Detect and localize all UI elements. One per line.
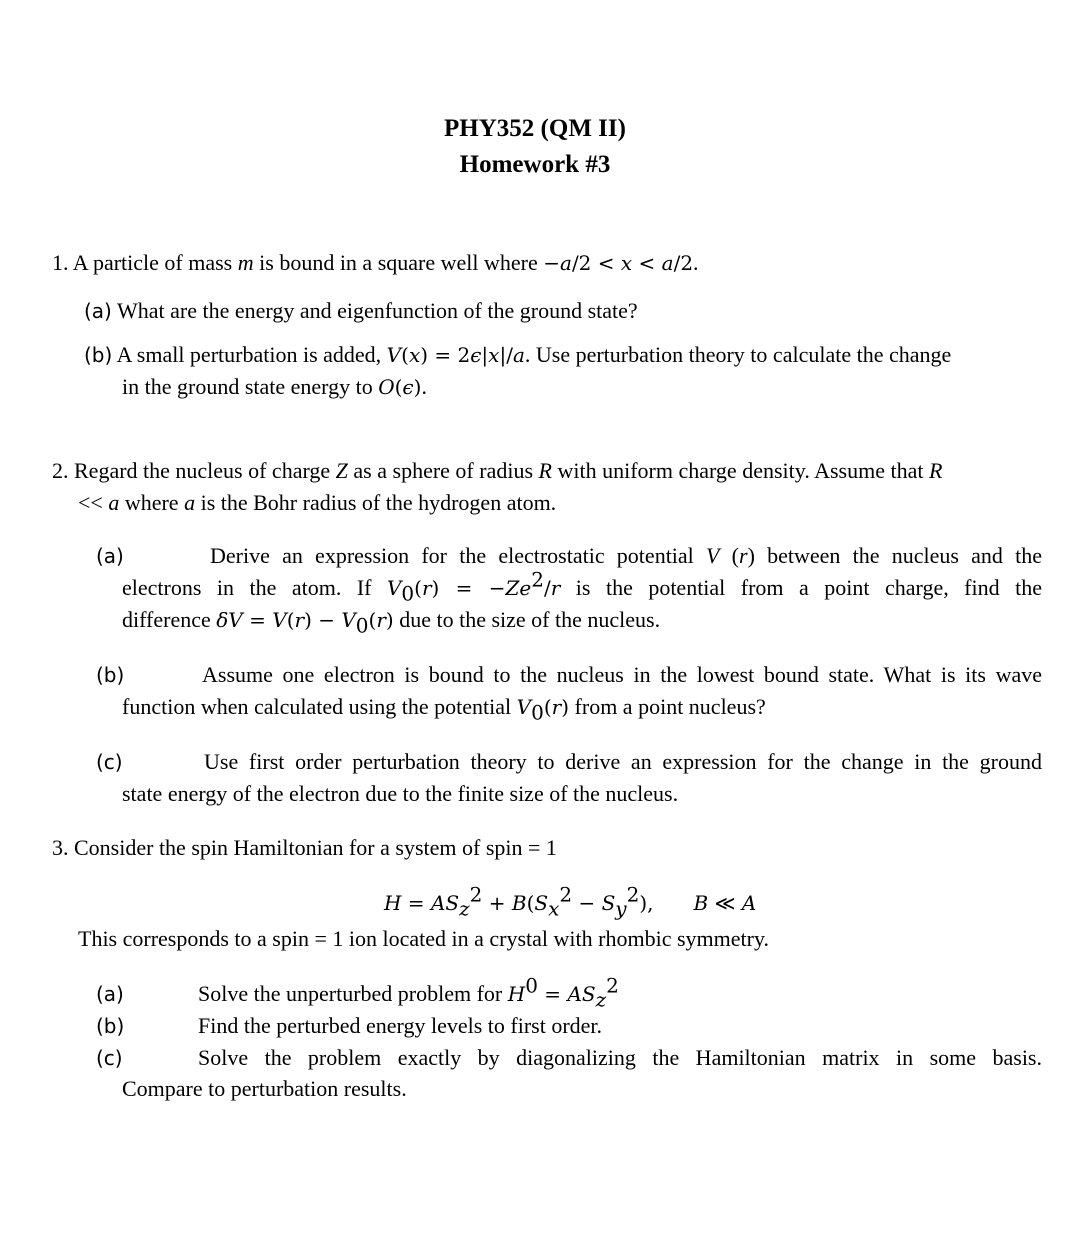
problem-2-part-b-label: (b) — [96, 663, 125, 687]
problem-1-part-b-line2: in the ground state energy to O(ϵ). — [122, 374, 427, 399]
problem-3-part-b-label: (b) — [96, 1014, 125, 1038]
problem-3-after: This corresponds to a spin = 1 ion located in a crystal with rhombic symmetry. — [78, 926, 770, 951]
problem-2-part-a-label: (a) — [96, 544, 124, 568]
problem-3-part-a-text: Solve the unperturbed problem for $H^0 = AS_z^2$ — [198, 973, 619, 1012]
problem-2-part-c-line1: Use first order perturbation theory to derive an expression for the change in the ground — [204, 749, 1042, 774]
problem-2-part-a-line1: Derive an expression for the electrostatic potential V (r) between the nucleus and the — [210, 543, 1043, 568]
problem-3-part-b-text: Find the perturbed energy levels to first order. — [198, 1013, 603, 1038]
problem-2-part-c-label: (c) — [96, 750, 123, 774]
problem-3-statement: 3. Consider the spin Hamiltonian for a system of spin = 1 — [52, 835, 557, 860]
problem-2-part-b-line2: function when calculated using the potential $V_0(r)$ from a point nucleus? — [122, 694, 766, 725]
problem-3-part-a-label: (a) — [96, 982, 124, 1006]
problem-1-statement: 1. A particle of mass m is bound in a square well where −a/2 < x < a/2. — [52, 250, 699, 275]
problem-1-part-a: (a) What are the energy and eigenfunction of the ground state? — [84, 298, 638, 323]
problem-2-part-c-line2: state energy of the electron due to the finite size of the nucleus. — [122, 781, 679, 806]
problem-2-part-a-line2: electrons in the atom. If $V_0(r) = -Ze^2/r$ is the potential from a point charge, find the — [122, 567, 1042, 606]
problem-1-part-b: (b) A small perturbation is added, V(x) = 2ϵ|x|/a. Use perturbation theory to calculate the change — [84, 342, 952, 367]
problem-3-part-c-line1: Solve the problem exactly by diagonalizing the Hamiltonian matrix in some basis. — [198, 1045, 1042, 1070]
problem-3-part-c-line2: Compare to perturbation results. — [122, 1076, 407, 1101]
assignment-title: Homework #3 — [459, 151, 611, 178]
course-title: PHY352 (QM II) — [444, 115, 626, 142]
problem-2-statement: 2. Regard the nucleus of charge Z as a sphere of radius R with uniform charge density. Assume that R — [52, 458, 943, 483]
problem-2-part-b-line1: Assume one electron is bound to the nucleus in the lowest bound state. What is its wave — [202, 662, 1042, 687]
spin-hamiltonian-equation: $H = AS_z^2 + B(S_x^2 - S_y^2)$, B ≪ A — [384, 882, 757, 921]
problem-2-part-a-line3: difference $\delta V = V(r) - V_0(r)$ due to the size of the nucleus. — [122, 607, 661, 638]
problem-3-part-c-label: (c) — [96, 1046, 123, 1070]
problem-2-statement-line2: << a where a is the Bohr radius of the hydrogen atom. — [78, 490, 557, 515]
